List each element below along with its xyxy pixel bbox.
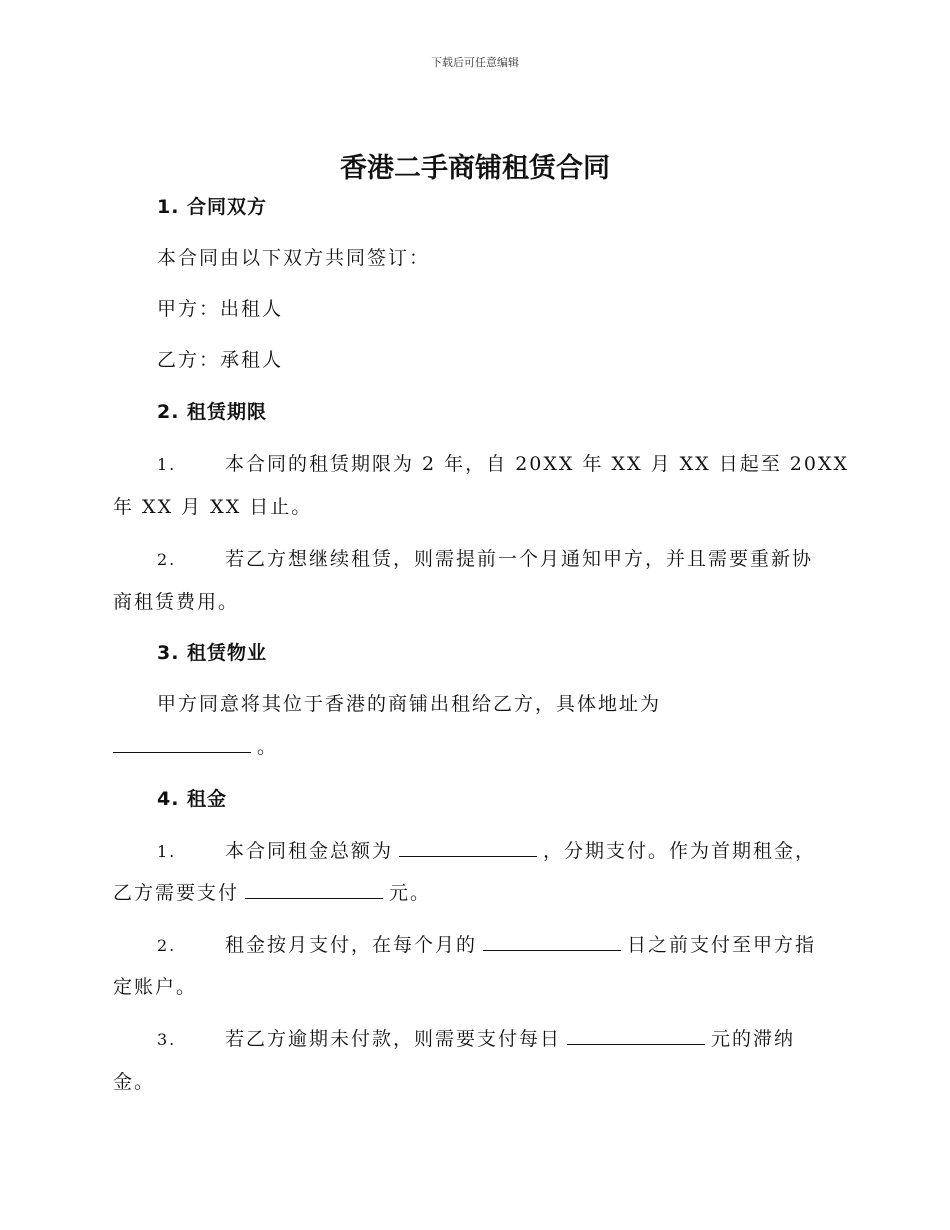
address-end: 。 [257,736,279,758]
rent-item-2-text-b: 日之前支付至甲方指 [627,934,817,956]
section-heading-term: 2. 租赁期限 [157,401,268,423]
section-heading-property: 3. 租赁物业 [157,642,268,664]
payment-day-blank [483,932,621,951]
rent-item-3-text-a: 若乙方逾期未付款，则需要支付每日 [225,1028,562,1050]
term-item-1-text: 本合同的租赁期限为 2 年，自 20XX 年 XX 月 XX 日起至 20XX [225,453,850,475]
section-heading-parties: 1. 合同双方 [157,196,268,218]
term-item-2-cont: 商租赁费用。 [113,591,240,613]
address-blank [113,734,251,753]
header-note: 下载后可任意编辑 [431,56,519,69]
party-b: 乙方：承租人 [157,349,284,371]
list-number: 3. [157,1030,177,1049]
rent-item-3 [157,1026,887,1053]
term-item-2-text: 若乙方想继续租赁，则需提前一个月通知甲方，并且需要重新协 [225,548,814,570]
rent-item-1-text-c: 乙方需要支付 [113,882,240,904]
list-number: 2. [157,936,177,955]
list-number: 2. [157,550,177,569]
rent-item-1 [157,838,887,865]
rent-item-3-text-b: 元的滞纳 [711,1028,796,1050]
rent-item-2-cont: 定账户。 [113,976,198,998]
parties-intro: 本合同由以下双方共同签订： [157,247,431,269]
property-text: 甲方同意将其位于香港的商铺出租给乙方，具体地址为 [157,693,662,715]
rent-item-1-text-b: ，分期支付。作为首期租金， [543,840,817,862]
list-number: 1. [157,842,177,861]
term-item-1 [157,451,887,478]
term-item-1-cont: 年 XX 月 XX 日止。 [113,496,313,518]
section-heading-rent: 4. 租金 [157,788,228,810]
rent-item-2 [157,932,887,959]
list-number: 1. [157,455,177,474]
rent-item-1-text-d: 元。 [389,882,432,904]
rent-item-1-cont [113,880,843,906]
term-item-2 [157,546,887,573]
rent-total-blank [399,838,537,857]
first-payment-blank [245,880,383,899]
late-fee-blank [567,1026,705,1045]
rent-item-1-text-a: 本合同租金总额为 [225,840,394,862]
document-title: 香港二手商铺租赁合同 [340,153,610,184]
property-address-line [113,734,843,760]
party-a: 甲方：出租人 [157,298,284,320]
rent-item-3-cont: 金。 [113,1071,156,1093]
rent-item-2-text-a: 租金按月支付，在每个月的 [225,934,478,956]
